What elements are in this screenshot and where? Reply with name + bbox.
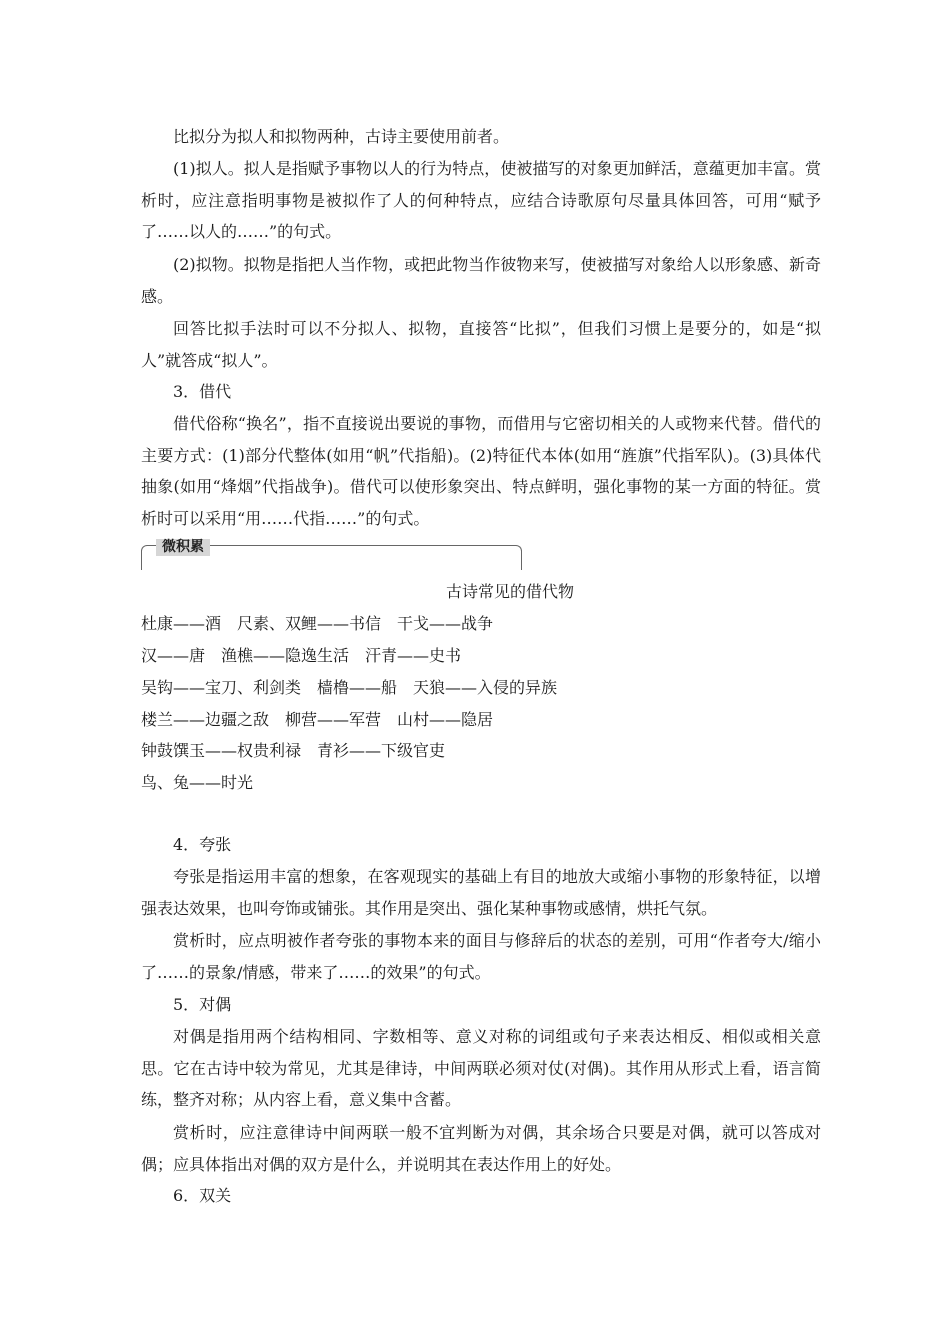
box-row: 楼兰——边疆之敌 柳营——军营 山村——隐居: [141, 710, 494, 729]
heading-hyperbole: 4．夸张: [173, 835, 232, 854]
paragraph-antithesis-analysis: 赏析时，应注意律诗中间两联一般不宜判断为对偶，其余场合只要是对偶，就可以答成对偶；应具体指出对偶的双方是什么，并说明其在表达作用上的好处。: [141, 1123, 821, 1174]
box-row: 吴钩——宝刀、利剑类 樯橹——船 天狼——入侵的异族: [141, 678, 558, 697]
paragraph-analogy-intro: 比拟分为拟人和拟物两种，古诗主要使用前者。: [173, 127, 510, 146]
paragraph-objectification: (2)拟物。拟物是指把人当作物，或把此物当作彼物来写，使被描写对象给人以形象感、新奇感。: [141, 255, 821, 306]
box-row: 鸟、兔——时光: [141, 773, 254, 792]
paragraph-analogy-answer: 回答比拟手法时可以不分拟人、拟物，直接答“比拟”，但我们习惯上是要分的，如是“拟人”就答成“拟人”。: [141, 319, 821, 370]
paragraph-antithesis: 对偶是指用两个结构相同、字数相等、意义对称的词组或句子来表达相反、相似或相关意思。它在古诗中较为常见，尤其是律诗，中间两联必须对仗(对偶)。其作用从形式上看，语言简练，整齐对称；从内容上看，意义集中含蓄。: [141, 1027, 821, 1109]
accumulation-tag: 微积累: [156, 539, 210, 556]
box-row: 汉——唐 渔樵——隐逸生活 汗青——史书: [141, 646, 462, 665]
heading-pun: 6．双关: [173, 1186, 232, 1205]
paragraph-metonymy: 借代俗称“换名”，指不直接说出要说的事物，而借用与它密切相关的人或物来代替。借代的主要方式：(1)部分代整体(如用“帆”代指船)。(2)特征代本体(如用“旌旗”代指军队)。(3)具体代抽象(如用“烽烟”代指战争)。借代可以使形象突出、特点鲜明，强化事物的某一方面的特征。赏析时可以采用“用……代指……”的句式。: [141, 414, 821, 528]
accumulation-box-frame: [141, 539, 522, 570]
paragraph-hyperbole-analysis: 赏析时，应点明被作者夸张的事物本来的面目与修辞后的状态的差别，可用“作者夸大/缩小了……的景象/情感，带来了……的效果”的句式。: [141, 931, 821, 982]
heading-metonymy: 3．借代: [173, 382, 232, 401]
heading-antithesis: 5．对偶: [173, 995, 232, 1014]
paragraph-personification: (1)拟人。拟人是指赋予事物以人的行为特点，使被描写的对象更加鲜活，意蕴更加丰富。赏析时，应注意指明事物是被拟作了人的何种特点，应结合诗歌原句尽量具体回答，可用“赋予了……以人的……”的句式。: [141, 159, 821, 241]
box-title: 古诗常见的借代物: [445, 582, 574, 601]
box-row: 杜康——酒 尺素、双鲤——书信 干戈——战争: [141, 614, 494, 633]
paragraph-hyperbole: 夸张是指运用丰富的想象，在客观现实的基础上有目的地放大或缩小事物的形象特征，以增强表达效果，也叫夸饰或铺张。其作用是突出、强化某种事物或感情，烘托气氛。: [141, 867, 821, 918]
box-row: 钟鼓馔玉——权贵利禄 青衫——下级官吏: [141, 741, 446, 760]
